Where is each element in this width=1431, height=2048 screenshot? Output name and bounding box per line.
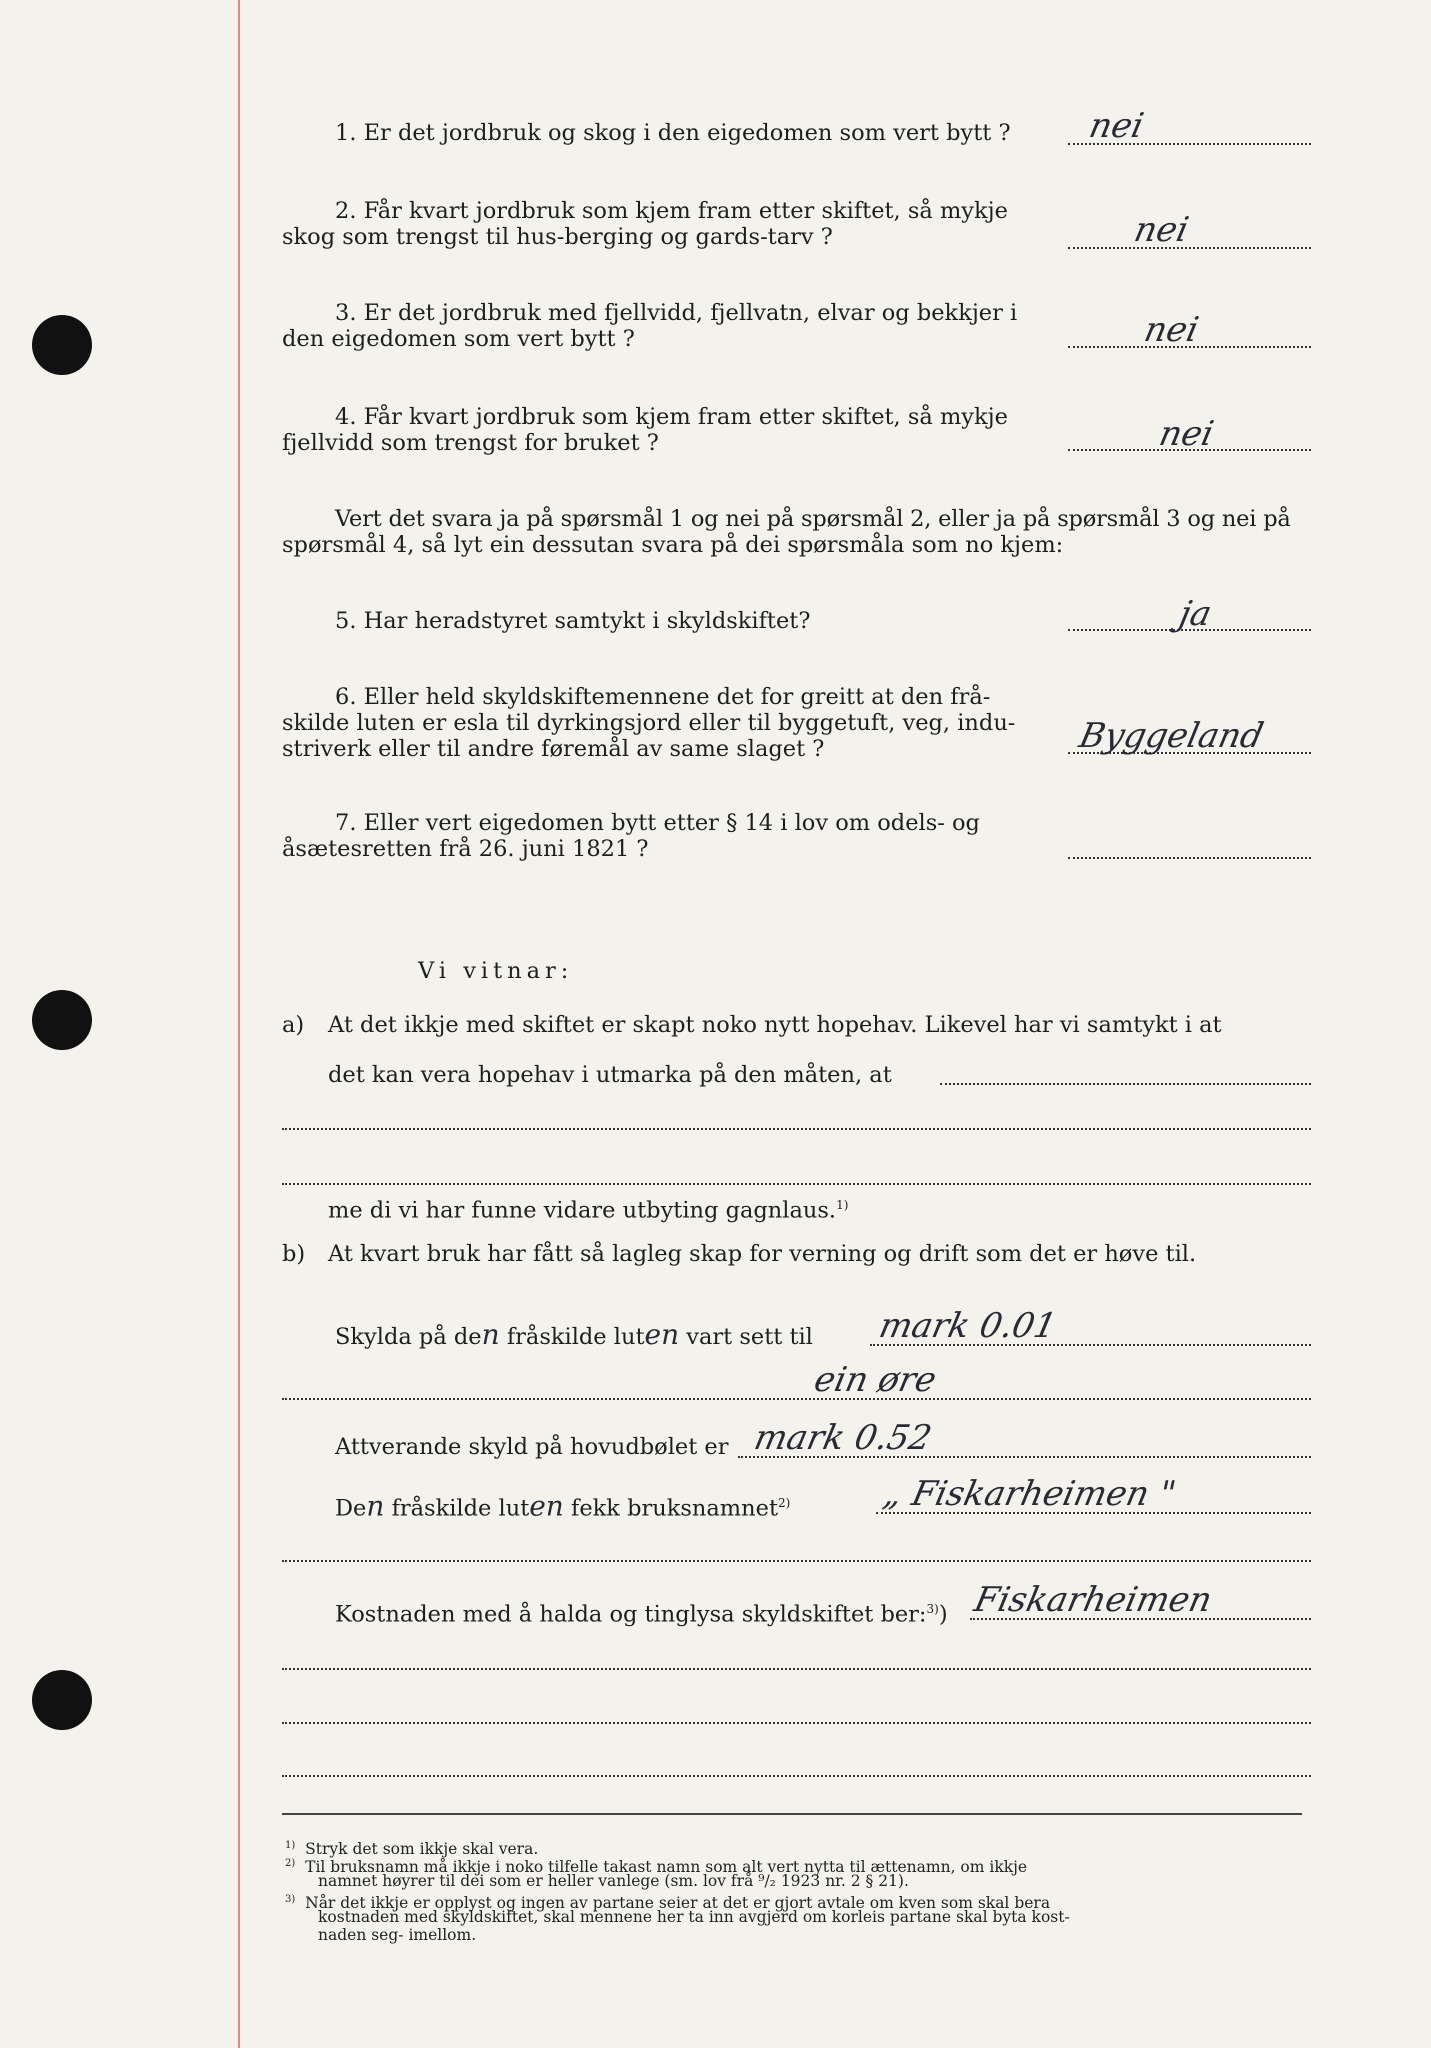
bruksnamn-value: „ Fiskarheimen " <box>879 1474 1180 1514</box>
margin-rule <box>238 0 240 2048</box>
hopehav-line-1 <box>940 1083 1311 1085</box>
answer-1: nei <box>1085 106 1148 146</box>
kostnad-value: Fiskarheimen <box>970 1580 1216 1620</box>
answer-5: ja <box>1175 594 1216 634</box>
footnote-2-cont: namnet høyrer til dei som er heller vanlege (sm. lov frå ⁹/₂ 1923 nr. 2 § 21). <box>318 1872 909 1890</box>
answer-4: nei <box>1155 414 1218 454</box>
skylda-label: Skylda på den fråskilde luten vart sett til <box>335 1318 813 1351</box>
bruksnamn-line-2 <box>282 1560 1311 1562</box>
question-4-cont: fjellvidd som trengst for bruket ? <box>282 430 659 456</box>
answer-2: nei <box>1130 210 1193 250</box>
footnote-3-cont: kostnaden med skyldskiftet, skal mennene her ta inn avgjerd om korleis partane skal byta kost- <box>318 1908 1070 1926</box>
kostnad-line-3 <box>282 1722 1311 1724</box>
skylda-value-words: ein øre <box>810 1360 940 1400</box>
skylda-line-2 <box>282 1398 1311 1400</box>
footnote-1: $^{1)}$ Stryk det som ikkje skal vera. <box>285 1840 539 1859</box>
kostnad-line-2 <box>282 1668 1311 1670</box>
bruksnamn-label: Den fråskilde luten fekk bruksnamnet$^{2)}$ <box>335 1489 791 1523</box>
question-2: 2. Får kvart jordbruk som kjem fram etter skiftet, så mykje <box>335 198 1008 224</box>
hopehav-line-2 <box>282 1128 1311 1130</box>
question-4: 4. Får kvart jordbruk som kjem fram etter skiftet, så mykje <box>335 404 1008 430</box>
footnote-rule <box>282 1813 1302 1815</box>
question-5: 5. Har heradstyret samtykt i skyldskiftet? <box>335 608 811 634</box>
question-3: 3. Er det jordbruk med fjellvidd, fjellvatn, elvar og bekkjer i <box>335 300 1018 326</box>
answer-6: Byggeland <box>1075 716 1267 756</box>
question-1: 1. Er det jordbruk og skog i den eigedomen som vert bytt ? <box>335 120 1011 146</box>
attverande-value: mark 0.52 <box>750 1418 936 1458</box>
instruction-line-1: Vert det svara ja på spørsmål 1 og nei på spørsmål 2, eller ja på spørsmål 3 og nei på <box>335 506 1291 532</box>
question-7: 7. Eller vert eigedomen bytt etter § 14 i lov om odels- og <box>335 810 980 836</box>
vitnar-a-line-1: At det ikkje med skiftet er skapt noko nytt hopehav. Likevel har vi samtykt i at <box>328 1012 1222 1038</box>
answer-line-7 <box>1068 857 1311 859</box>
vitnar-b-label: b) <box>282 1241 306 1267</box>
question-2-cont: skog som trengst til hus-berging og gards-tarv ? <box>282 224 833 250</box>
hopehav-line-3 <box>282 1183 1311 1185</box>
question-3-cont: den eigedomen som vert bytt ? <box>282 326 635 352</box>
vitnar-a-line-2: det kan vera hopehav i utmarka på den måten, at <box>328 1062 892 1088</box>
kostnad-label: Kostnaden med å halda og tinglysa skyldskiftet ber:$^{3)}$) <box>335 1601 948 1628</box>
skylda-value: mark 0.01 <box>875 1306 1061 1346</box>
punch-hole <box>32 315 92 375</box>
question-6-cont: skilde luten er esla til dyrkingsjord eller til byggetuft, veg, indu- <box>282 710 1016 736</box>
punch-hole <box>32 1670 92 1730</box>
vitnar-b-line: At kvart bruk har fått så lagleg skap for verning og drift som det er høve til. <box>328 1241 1197 1267</box>
attverande-label: Attverande skyld på hovudbølet er <box>335 1434 729 1460</box>
kostnad-line-4 <box>282 1775 1311 1777</box>
question-6: 6. Eller held skyldskiftemennene det for greitt at den frå- <box>335 684 991 710</box>
question-7-cont: åsætesretten frå 26. juni 1821 ? <box>282 836 649 862</box>
footnote-3: $^{3)}$ Når det ikkje er opplyst og ingen av partane seier at det er gjort avtale om kven som skal bera <box>285 1894 1051 1913</box>
footnote-2: $^{2)}$ Til bruksnamn må ikkje i noko tilfelle takast namn som alt vert nytta til ættenamn, om ikkje <box>285 1858 1028 1877</box>
vitnar-a-label: a) <box>282 1012 305 1038</box>
vitnar-a-line-3: me di vi har funne vidare utbyting gagnlaus.$^{1)}$ <box>328 1197 849 1224</box>
question-6-cont2: striverk eller til andre føremål av same slaget ? <box>282 736 825 762</box>
punch-hole <box>32 990 92 1050</box>
answer-3: nei <box>1140 310 1203 350</box>
vitnar-heading: Vi vitnar: <box>418 958 574 984</box>
answer-line-2 <box>1068 247 1311 249</box>
footnote-3-cont2: naden seg- imellom. <box>318 1926 477 1944</box>
instruction-line-2: spørsmål 4, så lyt ein dessutan svara på dei spørsmåla som no kjem: <box>282 532 1064 558</box>
